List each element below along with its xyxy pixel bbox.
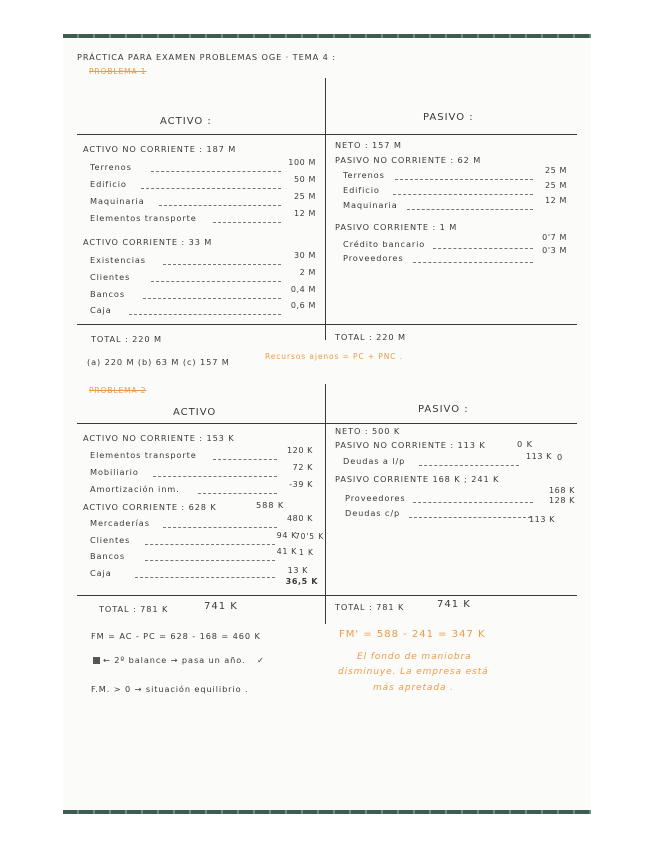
p1-pc-value: 0'7 M bbox=[542, 233, 567, 242]
p1-anc-value: 50 M bbox=[293, 175, 316, 184]
p1-pnc-value: 25 M bbox=[544, 166, 567, 175]
p2-total-pasivo: TOTAL : 781 K bbox=[335, 602, 405, 612]
p2-pnc-value: 113 K bbox=[525, 452, 552, 461]
p1-pc-item: Proveedores bbox=[343, 253, 404, 263]
p1-pnc-item: Terrenos bbox=[343, 170, 385, 180]
p1-ac-item: Clientes bbox=[90, 272, 131, 282]
p1-anc-item: Elementos transporte bbox=[90, 213, 197, 223]
p1-divider bbox=[325, 78, 326, 340]
p1-pnc-value: 12 M bbox=[544, 196, 567, 205]
p2-pasivo-header: PASIVO : bbox=[418, 404, 469, 415]
p2-ac-value: 480 K bbox=[286, 514, 313, 523]
p2-divider bbox=[325, 384, 326, 624]
p2-anc-value: 120 K bbox=[286, 446, 313, 455]
p2-total-activo: TOTAL : 781 K bbox=[99, 604, 169, 614]
second-balance-text: ← 2º balance → pasa un año. bbox=[103, 655, 246, 665]
p2-anc-item: Amortización inm. bbox=[90, 484, 180, 494]
conclusion-line1: El fondo de maniobra bbox=[357, 652, 472, 662]
p2-ac-item: Bancos bbox=[90, 551, 125, 561]
p1-anc-item: Edificio bbox=[90, 179, 127, 189]
p1-ac-value: 0,6 M bbox=[290, 301, 316, 310]
p1-pasivo-header: PASIVO : bbox=[423, 112, 474, 123]
checkmark-icon: ✓ bbox=[257, 655, 265, 665]
notebook-page bbox=[63, 34, 591, 814]
p1-pnc-item: Edificio bbox=[343, 185, 380, 195]
p2-anc-value: -39 K bbox=[289, 480, 313, 489]
p1-ac-title: ACTIVO CORRIENTE : 33 M bbox=[83, 237, 213, 247]
p2-pnc-corrected: 0 bbox=[557, 452, 564, 462]
p1-pc-title: PASIVO CORRIENTE : 1 M bbox=[335, 222, 458, 232]
equilibrio-note: F.M. > 0 → situación equilibrio . bbox=[91, 684, 249, 694]
p2-ac-value: 94 K bbox=[276, 531, 297, 540]
p1-pnc-value: 25 M bbox=[544, 181, 567, 190]
p2-ac-value: 13 K bbox=[287, 566, 308, 575]
conclusion-line3: más apretada . bbox=[373, 683, 454, 693]
p2-anc-title: ACTIVO NO CORRIENTE : 153 K bbox=[83, 433, 235, 443]
p1-total-rule bbox=[77, 324, 577, 325]
p2-pc-corrected: 128 K bbox=[548, 496, 575, 505]
p1-total-pasivo: TOTAL : 220 M bbox=[335, 332, 406, 342]
p2-ac-corrected: 1 K bbox=[299, 548, 314, 557]
p1-activo-header: ACTIVO : bbox=[160, 116, 212, 127]
p2-ac-item: Clientes bbox=[90, 535, 131, 545]
p2-ac-item: Caja bbox=[90, 568, 112, 578]
p2-ac-corrected: 36,5 K bbox=[285, 577, 318, 586]
p1-anc-title: ACTIVO NO CORRIENTE : 187 M bbox=[83, 144, 237, 154]
p1-total-activo: TOTAL : 220 M bbox=[91, 334, 162, 344]
p1-anc-value: 25 M bbox=[293, 192, 316, 201]
p1-anc-item: Terrenos bbox=[90, 162, 132, 172]
p1-header-rule bbox=[77, 134, 577, 135]
page-title: PRÁCTICA PARA EXAMEN PROBLEMAS OGE · TEMA 4 : bbox=[77, 52, 336, 62]
problem1-label: PROBLEMA 1 bbox=[89, 67, 147, 76]
p1-pc-item: Crédito bancario bbox=[343, 239, 426, 249]
p2-pc-value: 113 K bbox=[528, 515, 555, 524]
p2-anc-item: Mobiliario bbox=[90, 467, 139, 477]
p1-ac-value: 2 M bbox=[299, 268, 316, 277]
box-icon bbox=[93, 657, 100, 664]
fm-formula: FM = AC - PC = 628 - 168 = 460 K bbox=[91, 631, 261, 641]
p1-pc-value: 0'3 M bbox=[542, 246, 567, 255]
p2-ac-title-corrected: 588 K bbox=[256, 500, 285, 510]
p2-ac-item: Mercaderías bbox=[90, 518, 150, 528]
problem2-label: PROBLEMA 2 bbox=[89, 386, 147, 395]
conclusion-line2: disminuye. La empresa está bbox=[338, 667, 489, 677]
p2-total-rule bbox=[77, 595, 577, 596]
p2-total-pasivo-corrected: 741 K bbox=[437, 599, 471, 610]
top-border bbox=[63, 34, 591, 38]
p2-pnc-title: PASIVO NO CORRIENTE : 113 K bbox=[335, 440, 486, 450]
p1-anc-value: 100 M bbox=[288, 158, 316, 167]
p1-ac-value: 0,4 M bbox=[290, 285, 316, 294]
p2-header-rule bbox=[77, 423, 577, 424]
p2-pnc-title-corrected: 0 K bbox=[517, 439, 533, 449]
fm-new: FM' = 588 - 241 = 347 K bbox=[339, 629, 486, 640]
p2-ac-value: 41 K bbox=[276, 547, 297, 556]
p2-total-activo-corrected: 741 K bbox=[204, 601, 238, 612]
p1-pnc-title: PASIVO NO CORRIENTE : 62 M bbox=[335, 155, 482, 165]
p1-answers: (a) 220 M (b) 63 M (c) 157 M bbox=[87, 357, 230, 367]
p1-neto: NETO : 157 M bbox=[335, 140, 402, 150]
p2-pc-item: Deudas c/p bbox=[345, 508, 401, 518]
p1-ac-item: Caja bbox=[90, 305, 112, 315]
p2-pc-item: Proveedores bbox=[345, 493, 406, 503]
p2-anc-item: Elementos transporte bbox=[90, 450, 197, 460]
p2-anc-value: 72 K bbox=[292, 463, 313, 472]
p1-anc-value: 12 M bbox=[293, 209, 316, 218]
p1-anc-item: Maquinaria bbox=[90, 196, 145, 206]
p1-ac-item: Existencias bbox=[90, 255, 146, 265]
second-balance-note bbox=[93, 655, 265, 665]
p1-answers-note: Recursos ajenos = PC + PNC . bbox=[265, 352, 403, 361]
p1-pnc-item: Maquinaria bbox=[343, 200, 398, 210]
p2-pc-value: 168 K bbox=[548, 486, 575, 495]
bottom-border bbox=[63, 810, 591, 814]
p1-ac-item: Bancos bbox=[90, 289, 125, 299]
p1-ac-value: 30 M bbox=[293, 251, 316, 260]
p2-neto: NETO : 500 K bbox=[335, 426, 401, 436]
p2-ac-title: ACTIVO CORRIENTE : 628 K bbox=[83, 502, 217, 512]
p2-pc-title: PASIVO CORRIENTE 168 K ; 241 K bbox=[335, 474, 500, 484]
p2-pnc-item: Deudas a l/p bbox=[343, 456, 406, 466]
p2-ac-corrected: 70'5 K bbox=[295, 532, 325, 541]
p2-activo-header: ACTIVO bbox=[173, 407, 217, 418]
